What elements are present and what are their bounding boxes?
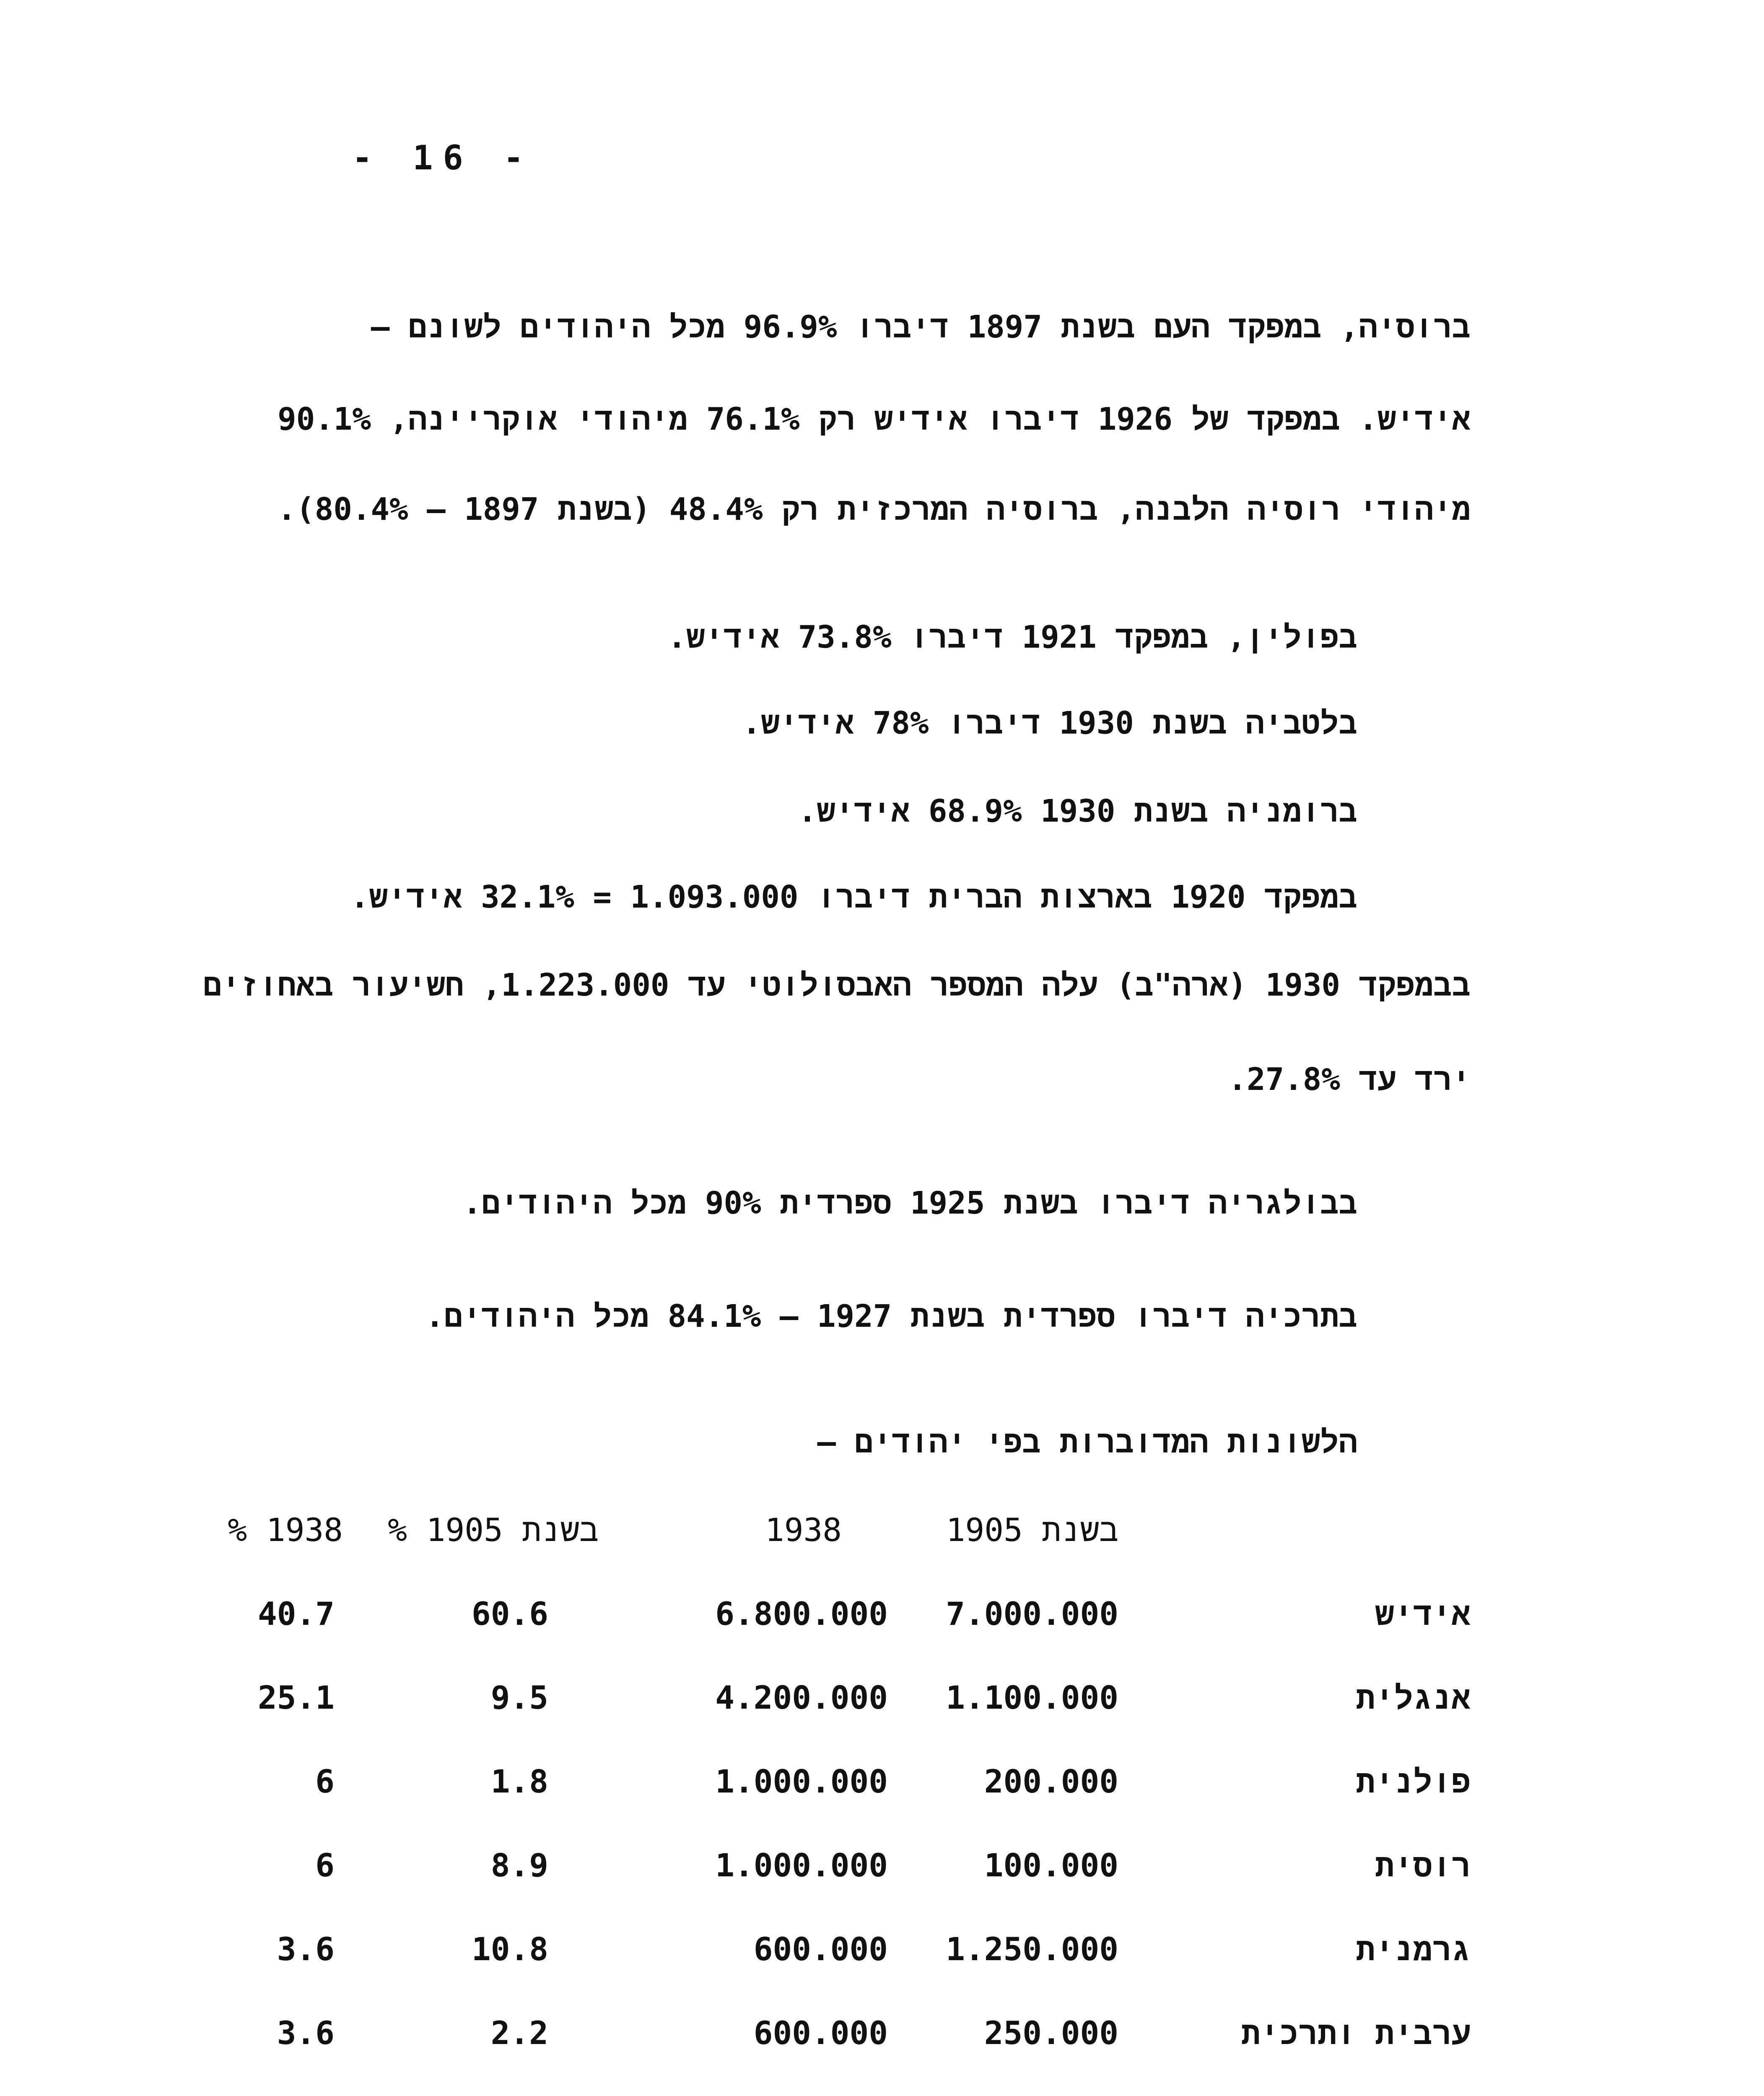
cell-percent-1938: 3.6 <box>277 1930 335 1968</box>
cell-language: אנגלית <box>1356 1679 1471 1716</box>
cell-count-1905: 200.000 <box>984 1763 1118 1800</box>
paragraph-russia-1: ברוסיה, במפקד העם בשנת 1897 דיברו 96.9% מכל היהודים לשונם – <box>371 309 1471 345</box>
cell-percent-1938: 6 <box>315 1763 335 1800</box>
header-percent-1938: % 1938 <box>228 1511 343 1549</box>
cell-percent-1905: 8.9 <box>490 1847 548 1884</box>
cell-percent-1905: 9.5 <box>490 1679 548 1716</box>
paragraph-russia-2: אידיש. במפקד של 1926 דיברו אידיש רק 76.1% מיהודי אוקריינה, 90.1% <box>278 401 1471 437</box>
cell-count-1938: 4.200.000 <box>715 1679 888 1716</box>
paragraph-poland: בפולין, במפקד 1921 דיברו 73.8% אידיש. <box>667 619 1357 655</box>
paragraph-latvia: בלטביה בשנת 1930 דיברו 78% אידיש. <box>742 705 1357 741</box>
cell-percent-1938: 3.6 <box>277 2014 335 2052</box>
cell-percent-1938: 6 <box>315 1847 335 1884</box>
cell-percent-1905: 60.6 <box>471 1595 548 1632</box>
paragraph-usa-percent: ירד עד 27.8%. <box>1228 1061 1471 1097</box>
header-percent-1905: % בשנת 1905 <box>388 1511 599 1549</box>
page-number: - 16 - <box>352 138 534 177</box>
paragraph-usa-1920: במפקד 1920 בארצות הברית דיברו 1.093.000 = 32.1% אידיש. <box>350 879 1357 915</box>
paragraph-usa-1930: בבמפקד 1930 (ארה"ב) עלה המספר האבסולוטי עד 1.223.000, חשיעור באחוזים <box>203 967 1471 1003</box>
cell-count-1938: 6.800.000 <box>715 1595 888 1632</box>
paragraph-russia-3: מיהודי רוסיה הלבנה, ברוסיה המרכזית רק 48.4% (בשנת 1897 – 80.4%). <box>277 491 1471 527</box>
table-title: הלשונות המדוברות בפי יהודים – <box>817 1424 1357 1460</box>
cell-percent-1905: 1.8 <box>490 1763 548 1800</box>
paragraph-romania: ברומניה בשנת 1930 68.9% אידיש. <box>798 793 1357 829</box>
paragraph-turkey: בתרכיה דיברו ספרדית בשנת 1927 – 84.1% מכל היהודים. <box>425 1298 1357 1334</box>
cell-count-1938: 600.000 <box>753 1930 888 1968</box>
cell-percent-1905: 10.8 <box>471 1930 548 1968</box>
cell-count-1905: 1.250.000 <box>946 1930 1118 1968</box>
cell-percent-1938: 40.7 <box>257 1595 335 1632</box>
cell-language: אידיש <box>1375 1595 1471 1632</box>
header-count-1905: בשנת 1905 <box>946 1511 1118 1549</box>
header-count-1938: 1938 <box>765 1511 842 1549</box>
cell-count-1938: 1.000.000 <box>715 1847 888 1884</box>
cell-count-1938: 1.000.000 <box>715 1763 888 1800</box>
cell-language: פולנית <box>1356 1763 1471 1800</box>
cell-count-1905: 7.000.000 <box>946 1595 1118 1632</box>
cell-count-1938: 600.000 <box>753 2014 888 2052</box>
paragraph-bulgaria: בבולגריה דיברו בשנת 1925 ספרדית 90% מכל היהודים. <box>463 1185 1357 1221</box>
cell-percent-1938: 25.1 <box>257 1679 335 1716</box>
cell-count-1905: 250.000 <box>984 2014 1118 2052</box>
cell-count-1905: 100.000 <box>984 1847 1118 1884</box>
cell-language: ערבית ותרכית <box>1241 2014 1471 2052</box>
cell-language: גרמנית <box>1356 1930 1471 1968</box>
cell-language: רוסית <box>1375 1847 1471 1884</box>
cell-percent-1905: 2.2 <box>490 2014 548 2052</box>
cell-count-1905: 1.100.000 <box>946 1679 1118 1716</box>
